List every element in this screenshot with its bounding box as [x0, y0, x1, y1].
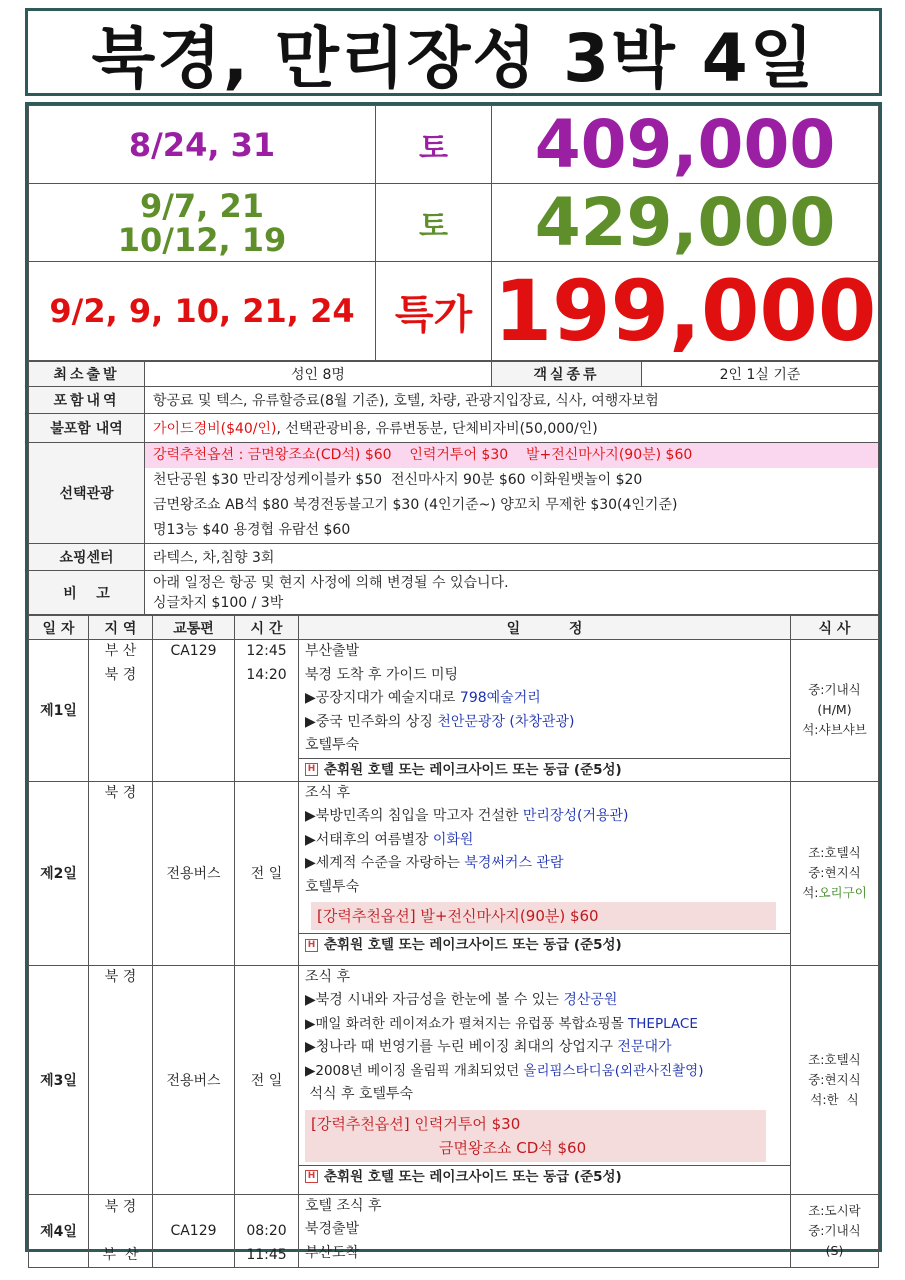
itinerary-lines: 호텔 조식 후 북경출발 부산도착 [305, 1197, 382, 1261]
schedule-table [28, 615, 879, 1268]
recommended-option-box: [강력추천옵션] 발+전신마사지(90분) $60 [311, 902, 776, 930]
excluded-value: 가이드경비($40/인), 선택관광비용, 유류변동분, 단체비자비(50,000/인) [145, 414, 879, 443]
header-day: 일 자 [29, 616, 89, 640]
schedule-row-day1 [29, 640, 879, 782]
optional-tour-list [145, 443, 879, 544]
schedule-row-day3 [29, 965, 879, 1194]
header-region: 지 역 [89, 616, 153, 640]
transport: 전용버스 [153, 965, 235, 1194]
shopping-label: 쇼핑센터 [29, 544, 145, 571]
info-table [28, 361, 879, 615]
schedule-row-day2 [29, 781, 879, 965]
price-row [29, 262, 879, 361]
meals: 조:도시락 중:기내식 (S) [791, 1194, 879, 1267]
price-value: 199,000 [492, 262, 879, 361]
price-row [29, 184, 879, 262]
price-table [28, 105, 879, 361]
recommended-options: 강력추천옵션 : 금면왕조쇼(CD석) $60 인력거투어 $30 발+전신마사지(90분) $60 [145, 443, 878, 468]
min-departure-value: 성인 8명 [145, 362, 492, 387]
region: 북 경 부 산 [89, 1194, 153, 1267]
shopping-value: 라텍스, 차,침향 3회 [145, 544, 879, 571]
transport: CA129 [153, 1194, 235, 1267]
hotel-icon: H [305, 763, 318, 776]
room-type-value: 2인 1실 기준 [642, 362, 879, 387]
itinerary-lines: 부산출발 북경 도착 후 가이드 미팅 ▶공장지대가 예술지대로 798예술거리 ▶중국 민주화의 상징 천안문광장 (차창관광) 호텔투숙 [305, 643, 575, 753]
price-value: 429,000 [492, 184, 879, 262]
min-departure-label: 최소출발 [29, 362, 145, 387]
option-line: 금면왕조쇼 AB석 $80 북경전동불고기 $30 (4인기준~) 양꼬치 무제한 $30(4인기준) [153, 497, 678, 513]
meals: 중:기내식 (H/M) 석:샤브샤브 [791, 640, 879, 782]
schedule-row-day4 [29, 1194, 879, 1267]
remarks-label: 비 고 [29, 571, 145, 615]
price-value: 409,000 [492, 106, 879, 184]
time: 08:20 11:45 [235, 1194, 299, 1267]
itinerary [299, 640, 791, 782]
page-title: 북경, 만리장성 3박 4일 [25, 8, 882, 96]
region: 북 경 [89, 781, 153, 965]
room-type-label: 객실종류 [492, 362, 642, 387]
day-label: 제3일 [29, 965, 89, 1194]
hotel-info: H 춘휘원 호텔 또는 레이크사이드 또는 동급 (준5성) [299, 758, 790, 781]
header-meal: 식 사 [791, 616, 879, 640]
optional-tour-label: 선택관광 [29, 443, 145, 544]
transport: CA129 [153, 640, 235, 782]
recommended-option-box: [강력추천옵션] 인력거투어 $30 금면왕조쇼 CD석 $60 [305, 1110, 766, 1162]
region: 부 산 북 경 [89, 640, 153, 782]
header-time: 시 간 [235, 616, 299, 640]
included-value: 항공료 및 텍스, 유류할증료(8월 기준), 호텔, 차량, 관광지입장료, 식사, 여행자보험 [145, 387, 879, 414]
header-transport: 교통편 [153, 616, 235, 640]
itinerary [299, 965, 791, 1194]
transport: 전용버스 [153, 781, 235, 965]
price-row [29, 106, 879, 184]
departure-weekday: 토 [376, 106, 492, 184]
header-itinerary: 일 정 [299, 616, 791, 640]
hotel-info: H 춘휘원 호텔 또는 레이크사이드 또는 동급 (준5성) [299, 1165, 790, 1188]
hotel-info: H 춘휘원 호텔 또는 레이크사이드 또는 동급 (준5성) [299, 933, 790, 956]
itinerary-lines: 조식 후 ▶북경 시내와 자금성을 한눈에 볼 수 있는 경산공원 ▶매일 화려한 레이져쇼가 펼쳐지는 유럽풍 복합쇼핑몰 THEPLACE ▶청나라 때 번영기를 누린 베이징 최대의 상업지구 전문대가 ▶2008년 베이징 올림픽 개최되었던 올리핌스타디움(외관사진촬영) 석식 후 호텔투숙 [305, 968, 704, 1102]
departure-weekday: 토 [376, 184, 492, 262]
hotel-icon: H [305, 939, 318, 952]
itinerary-lines: 조식 후 ▶북방민족의 침입을 막고자 건설한 만리장성(거용관) ▶서태후의 여름별장 이화원 ▶세계적 수준을 자랑하는 북경써커스 관람 호텔투숙 [305, 784, 629, 895]
itinerary [299, 781, 791, 965]
included-label: 포함내역 [29, 387, 145, 414]
option-line: 천단공원 $30 만리장성케이블카 $50 전신마사지 90분 $60 이화원뱃놀이 $20 [153, 472, 643, 488]
hotel-icon: H [305, 1170, 318, 1183]
day-label: 제4일 [29, 1194, 89, 1267]
option-line: 명13능 $40 용경협 유람선 $60 [153, 522, 351, 538]
itinerary [299, 1194, 791, 1267]
schedule-header [29, 616, 879, 640]
tour-table [25, 102, 882, 1263]
day-label: 제2일 [29, 781, 89, 965]
region: 북 경 [89, 965, 153, 1194]
time: 전 일 [235, 965, 299, 1194]
special-price-label: 특가 [376, 262, 492, 361]
excluded-label: 불포함 내역 [29, 414, 145, 443]
meals: 조:호텔식 중:현지식 석:오리구이 [791, 781, 879, 965]
time: 12:45 14:20 [235, 640, 299, 782]
time: 전 일 [235, 781, 299, 965]
day-label: 제1일 [29, 640, 89, 782]
departure-dates: 9/7, 21 10/12, 19 [29, 184, 376, 262]
departure-dates: 9/2, 9, 10, 21, 24 [29, 262, 376, 361]
remarks-value: 아래 일정은 항공 및 현지 사정에 의해 변경될 수 있습니다. 싱글차지 $100 / 3박 [145, 571, 879, 615]
meals: 조:호텔식 중:현지식 석:한 식 [791, 965, 879, 1194]
departure-dates: 8/24, 31 [29, 106, 376, 184]
